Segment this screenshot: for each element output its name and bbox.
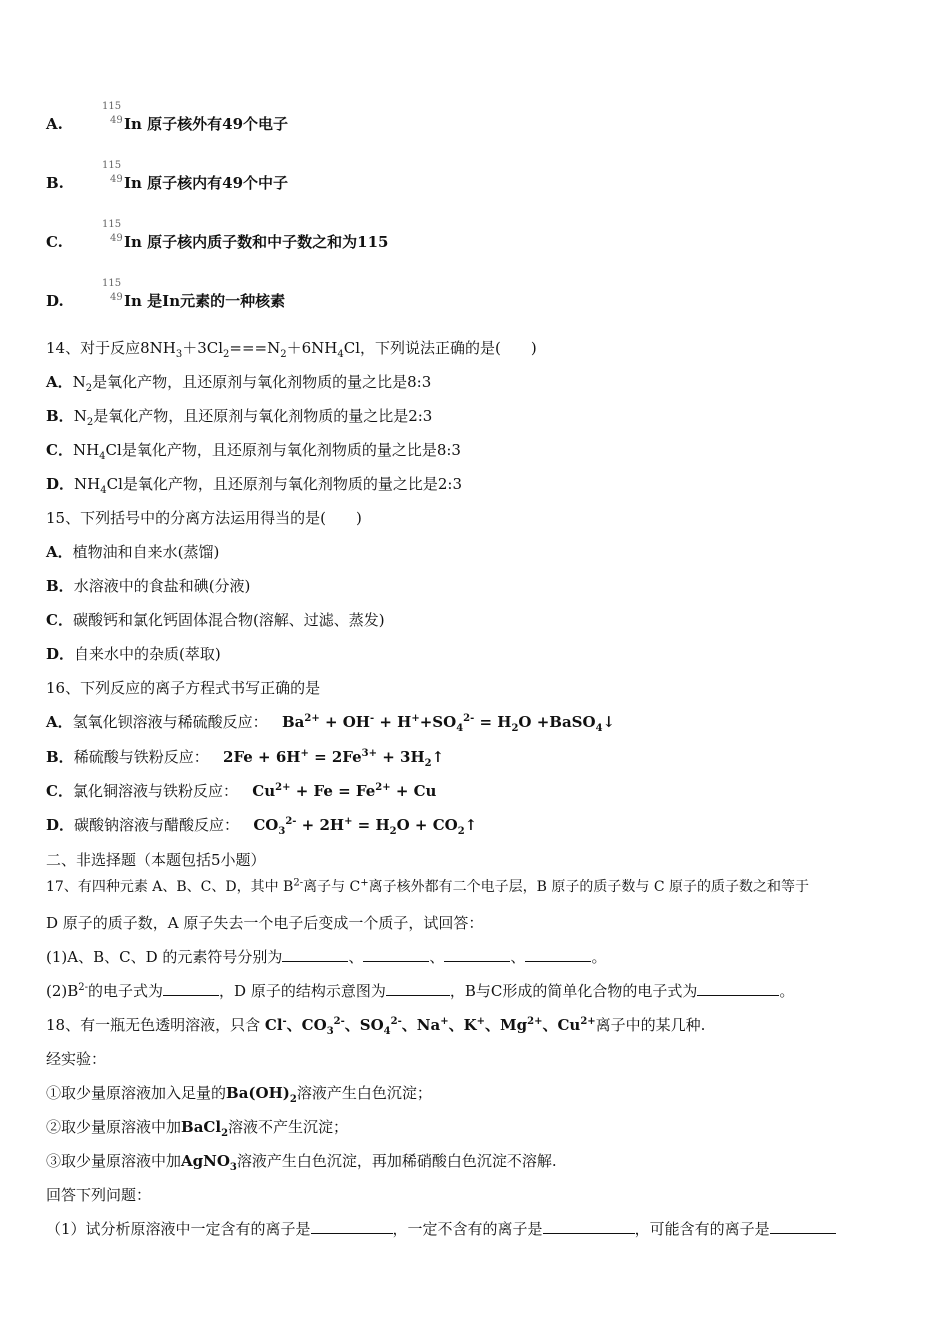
q14-option-d: D．$NH_4Cl$是氧化产物，且还原剂与氧化剂物质的量之比是2:3 <box>46 475 463 496</box>
q18-experiment-heading: 经实验： <box>46 1050 107 1068</box>
equation: $CO_3^{2-} + 2H^+ = H_2O$ + $CO_2↑$ <box>253 816 478 837</box>
answer-blank[interactable] <box>770 1219 836 1234</box>
q14-stem: 14、对于反应$8NH_3+3Cl_2===N_2+6NH_4Cl$，下列说法正确的是( ) <box>46 339 537 360</box>
answer-blank[interactable] <box>543 1219 635 1234</box>
q16-stem: 16、下列反应的离子方程式书写正确的是 <box>46 679 321 697</box>
q14-option-a: A．$N_2$是氧化产物，且还原剂与氧化剂物质的量之比是8:3 <box>46 373 432 394</box>
answer-blank[interactable] <box>525 947 591 962</box>
answer-blank[interactable] <box>282 947 348 962</box>
q17-line3: (1)A、B、C、D 的元素符号分别为 、 、 、 。 <box>46 948 607 966</box>
equation: $2Fe + 6H^+ = 2Fe^{3+}$ + $3H_2↑$ <box>223 748 445 769</box>
option-text: 原子核内质子数和中子数之和为115 <box>147 233 389 251</box>
option-text: 是In元素的一种核素 <box>147 292 286 310</box>
q15-option-b: B．水溶液中的食盐和碘(分液) <box>46 577 251 595</box>
answer-blank[interactable] <box>311 1219 393 1234</box>
q14-option-c: C．$NH_4Cl$是氧化产物，且还原剂与氧化剂物质的量之比是8:3 <box>46 441 461 462</box>
q15-option-c: C．碳酸钙和氯化钙固体混合物(溶解、过滤、蒸发) <box>46 611 385 629</box>
q18-step2: ②取少量原溶液中加BaCl$_2$溶液不产生沉淀； <box>46 1118 349 1139</box>
section-heading: 二、非选择题（本题包括5小题） <box>46 851 266 869</box>
ion-list: Cl-、$CO_3^{2-}$、$SO_4^{2-}$、Na+、K+、$Mg^{2+}$、$Cu^{2+}$ <box>264 1016 596 1037</box>
equation: $Ba^{2+} + OH^- + H^++SO_4^{2-} = H_2O$ +BaSO$_4$↓ <box>281 713 616 734</box>
option-label: B. <box>46 174 64 192</box>
q13-option-b <box>46 160 289 194</box>
q16-option-b: B．稀硫酸与铁粉反应： $2Fe + 6H^+ = 2Fe^{3+}$ + $3H_2↑$ <box>46 748 445 769</box>
q18-question1: （1）试分析原溶液中一定含有的离子是 ，一定不含有的离子是 ，可能含有的离子是 <box>46 1219 836 1239</box>
q18-step1: ①取少量原溶液加入足量的$Ba(OH)_2$溶液产生白色沉淀； <box>46 1084 432 1105</box>
q18-line1: 18、有一瓶无色透明溶液，只含 Cl-、$CO_3^{2-}$、$SO_4^{2-}$、Na+、K+、$Mg^{2+}$、$Cu^{2+}$离子中的某几种. <box>46 1016 706 1037</box>
answer-blank[interactable] <box>697 981 779 996</box>
q14-option-b: B．$N_2$是氧化产物，且还原剂与氧化剂物质的量之比是2:3 <box>46 407 433 428</box>
q17-line4: $(2)B^{2-}$的电子式为 ，D 原子的结构示意图为 ，B与C形成的简单化合物的电子式为 。 <box>46 982 795 1000</box>
option-label: A. <box>46 115 63 133</box>
equation: $Cu^{2+} + Fe = Fe^{2+} + Cu$ <box>252 782 437 800</box>
q15-option-d: D．自来水中的杂质(萃取) <box>46 645 221 663</box>
q18-step3: ③取少量原溶液中加AgNO$_3$溶液产生白色沉淀，再加稀硝酸白色沉淀不溶解. <box>46 1152 557 1173</box>
answer-blank[interactable] <box>444 947 510 962</box>
element-symbol: In <box>124 292 142 310</box>
isotope-notation: 115 49 <box>102 219 123 244</box>
q13-option-c <box>46 219 389 253</box>
q13-option-a <box>46 101 289 135</box>
q15-stem: 15、下列括号中的分离方法运用得当的是( ) <box>46 509 362 527</box>
element-symbol: In <box>124 115 142 133</box>
element-symbol: In <box>124 174 142 192</box>
element-symbol: In <box>124 233 142 251</box>
q17-line2: D 原子的质子数，A 原子失去一个电子后变成一个质子，试回答： <box>46 914 484 932</box>
option-text: 原子核外有49个电子 <box>147 115 289 133</box>
q16-option-c: C．氯化铜溶液与铁粉反应： $Cu^{2+} + Fe = Fe^{2+} + Cu$ <box>46 782 437 800</box>
option-text: 原子核内有49个中子 <box>147 174 289 192</box>
isotope-notation: 115 49 <box>102 101 123 126</box>
option-label: D. <box>46 292 64 310</box>
option-label: C. <box>46 233 63 251</box>
answer-blank[interactable] <box>363 947 429 962</box>
answer-blank[interactable] <box>386 981 450 996</box>
isotope-notation: 115 49 <box>102 278 123 303</box>
q13-option-d <box>46 278 286 312</box>
isotope-notation: 115 49 <box>102 160 123 185</box>
q18-answer-heading: 回答下列问题： <box>46 1186 152 1204</box>
q16-option-a: A．氢氧化钡溶液与稀硫酸反应： $Ba^{2+} + OH^- + H^++SO_4^{2-} = H_2O$ +BaSO$_4$↓ <box>46 713 616 734</box>
q16-option-d: D．碳酸钠溶液与醋酸反应： $CO_3^{2-} + 2H^+ = H_2O$ + $CO_2↑$ <box>46 816 478 837</box>
q15-option-a: A．植物油和自来水(蒸馏) <box>46 543 220 561</box>
answer-blank[interactable] <box>163 981 219 996</box>
q17-line1: 17、有四种元素 A、B、C、D，其中 $B^{2-}$离子与 C+离子核外都有二个电子层，B 原子的质子数与 C 原子的质子数之和等于 <box>46 877 810 895</box>
